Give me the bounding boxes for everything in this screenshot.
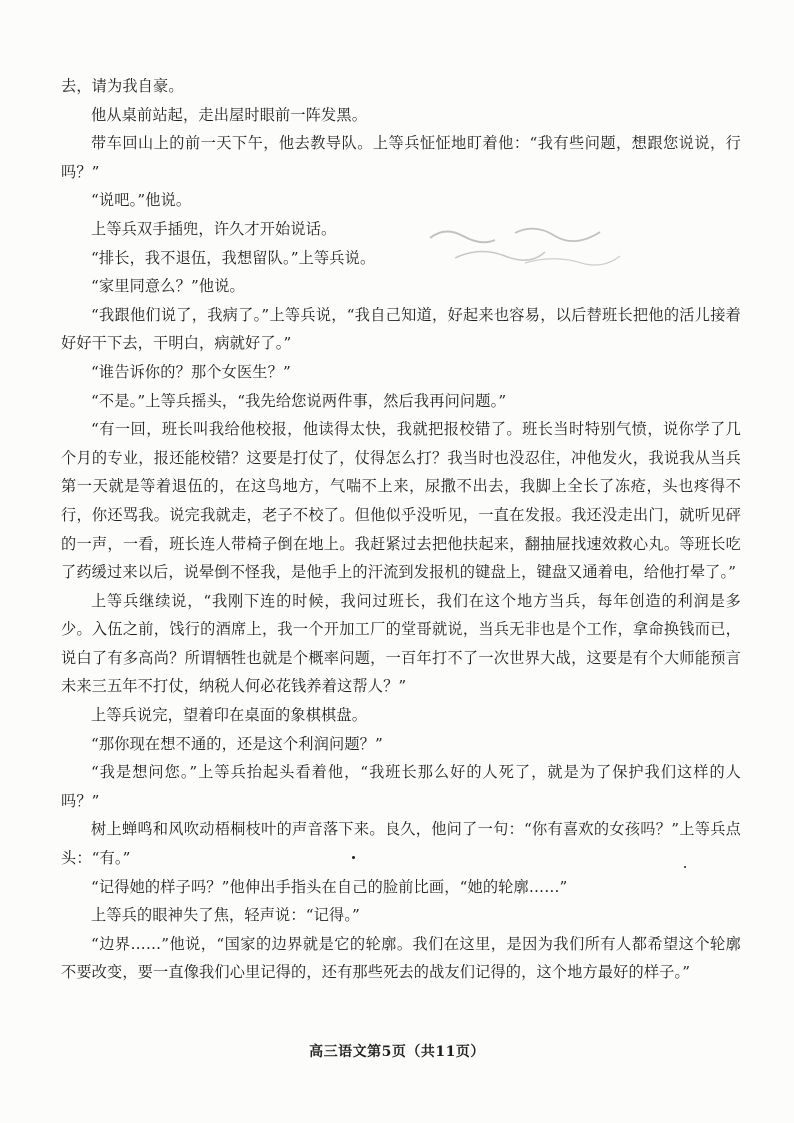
paragraph: “记得她的样子吗？”他伸出手指头在自己的脸前比画，“她的轮廓……” (91, 877, 568, 896)
paragraph: “家里同意么？”他说。 (91, 277, 245, 296)
paragraph: “那你现在想不通的，还是这个利润问题？” (91, 734, 383, 753)
paragraph: 上等兵继续说，“我刚下连的时候，我问过班长，我们在这个地方当兵，每年创造的利润是多少。入伍之前，饯行的酒席上，我一个开加工厂的堂哥就说，当兵无非也是个工作，拿命换钱而已，说白了有多高尚？所谓牺牲也就是个概率问题，一百年打不了一次世界大战，这要是有个大师能预言未来三五年不打仗，纳税人何必花钱养着这帮人？” (61, 591, 741, 696)
paragraph: 去，请为我自豪。 (61, 77, 184, 95)
paragraph: 上等兵说完，望着印在桌面的象棋棋盘。 (91, 706, 368, 725)
paragraph: “谁告诉你的？那个女医生？” (91, 362, 291, 381)
paragraph: “边界……”他说，“国家的边界就是它的轮廓。我们在这里，是因为我们所有人都希望这个轮廓不要改变，要一直像我们心里记得的，还有那些死去的战友们记得的，这个地方最好的样子。” (61, 934, 741, 982)
paragraph: “我跟他们说了，我病了。”上等兵说，“我自己知道，好起来也容易，以后替班长把他的活儿接着好好干下去，干明白，病就好了。” (61, 305, 741, 353)
paragraph: “排长，我不退伍，我想留队。”上等兵说。 (91, 248, 376, 267)
paragraph: 带车回山上的前一天下午，他去教导队。上等兵怔怔地盯着他：“我有些问题，想跟您说说，行吗？” (61, 134, 741, 181)
paragraph: 上等兵的眼神失了焦，轻声说：“记得。” (91, 906, 360, 925)
paragraph: “说吧。”他说。 (91, 191, 192, 210)
page-footer: 高三语文第5页（共11页） (309, 1044, 485, 1060)
paragraph: 上等兵双手插兜，许久才开始说话。 (91, 219, 337, 238)
paragraph: 他从桌前站起，走出屋时眼前一阵发黑。 (91, 105, 368, 124)
paragraph: 树上蝉鸣和风吹动梧桐枝叶的声音落下来。良久，他问了一句：“你有喜欢的女孩吗？”上等兵点头：“有。” (61, 820, 741, 868)
paragraph: “我是想问您。”上等兵抬起头看着他，“我班长那么好的人死了，就是为了保护我们这样的人吗？” (61, 763, 741, 810)
article-body (61, 72, 741, 987)
paragraph: “有一回，班长叫我给他校报，他读得太快，我就把报校错了。班长当时特别气愤，说你学了几个月的专业，报还能校错？这要是打仗了，仗得怎么打？我当时也没忍住，冲他发火，我说我从当兵第一天就是等着退伍的，在这鸟地方，气喘不上来，尿撒不出去，我脚上全长了冻疮，头也疼得不行，你还骂我。说完我就走，老子不校了。但他似乎没听见，一直在发报。我还没走出门，就听见砰的一声，一看，班长连人带椅子倒在地上。我赶紧过去把他扶起来，翻抽屉找速效救心丸。等班长吃了药缓过来以后，说晕倒不怪我，是他手上的汗流到发报机的键盘上，键盘又通着电，给他打晕了。” (61, 420, 741, 582)
paragraph: “不是。”上等兵摇头，“我先给您说两件事，然后我再问问题。” (91, 391, 507, 410)
